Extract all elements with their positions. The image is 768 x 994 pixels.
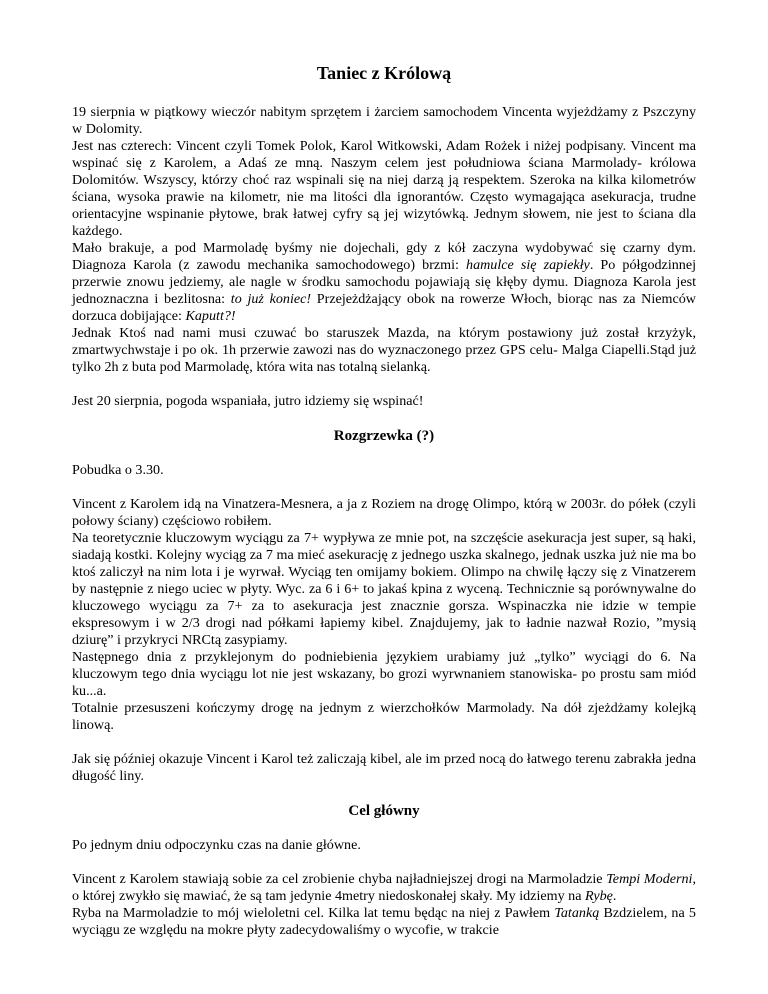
- text-run: Ryba na Marmoladzie to mój wieloletni cel. Kilka lat temu będąc na niej z Pawłem: [72, 905, 555, 921]
- text-run: Mało brakuje, a pod Marmoladę byśmy nie dojechali, gdy z kół zaczyna wydobywać się czarny dym. Diagnoza Karola (z zawodu mechanika samochodowego) brzmi:: [72, 240, 696, 273]
- text-run: Vincent z Karolem stawiają sobie za cel zrobienie chyba najładniejszej drogi na Marmoladzie: [72, 871, 607, 887]
- main-paragraph-3: [72, 905, 696, 939]
- italic-quote: Kaputt?!: [185, 308, 236, 324]
- warmup-paragraph-6: Jak się później okazuje Vincent i Karol też zaliczają kibel, ale im przed nocą do łatwego terenu zabrakła jedna długość liny.: [72, 751, 696, 784]
- main-paragraph-2: [72, 871, 696, 905]
- intro-paragraph-5: Jest 20 sierpnia, pogoda wspaniała, jutro idziemy się wspinać!: [72, 393, 424, 409]
- intro-paragraph-1: 19 sierpnia w piątkowy wieczór nabitym sprzętem i żarciem samochodem Vincenta wyjeżdżamy z Pszczyny w Dolomity.: [72, 104, 696, 137]
- route-name: Tempi Moderni: [606, 871, 693, 887]
- text-run: , o której zwykło się mawiać, że są tam jedynie 4metry niedoskonałej skały. My idziemy na: [72, 871, 696, 904]
- section-heading-main-goal: Cel główny: [348, 803, 420, 819]
- document-title: Taniec z Królową: [316, 63, 452, 83]
- warmup-paragraph-4: Następnego dnia z przyklejonym do podniebienia językiem urabiamy już „tylko” wyciągi do 6. Na kluczowym tego dnia wyciągu lot nie jest wskazany, bo grozi wyrwnaniem stanowiska- po prostu sam miód ku...a.: [72, 649, 696, 699]
- text-run: Bzdzielem, na 5 wyciągu ze względu na mokre płyty zadecydowaliśmy o wycofie, w trakcie: [72, 905, 696, 938]
- route-name: Rybę: [584, 888, 613, 904]
- warmup-paragraph-2: Vincent z Karolem idą na Vinatzera-Mesnera, a ja z Roziem na drogę Olimpo, którą w 2003r. do półek (czyli połowy ściany) częściowo robiłem.: [72, 496, 696, 529]
- intro-paragraph-3: [72, 240, 696, 325]
- warmup-paragraph-1: Pobudka o 3.30.: [72, 462, 164, 478]
- intro-paragraph-2: Jest nas czterech: Vincent czyli Tomek Polok, Karol Witkowski, Adam Rożek i niżej podpisany. Vincent ma wspinać się z Karolem, a Adaś ze mną. Naszym celem jest południowa ściana Marmolady- królowa Dolomitów. Wszyscy, którzy choć raz wspinali się na niej darzą ją respektem. Szeroka na kilka kilometrów ściana, wysoka prawie na kilometr, nie ma litości dla ignorantów. Często wymagająca asekuracja, trudne orientacyjne wspinanie płytowe, brak łatwej cyfry są jej wizytówką. Jednym słowem, nie jest to ściana dla każdego.: [72, 138, 696, 239]
- text-run: . Po półgodzinnej przerwie znowu jedziemy, ale nagle w środku samochodu pojawiają się kłęby dymu. Diagnoza Karola jest jednoznaczna i bezlitosna:: [72, 257, 696, 307]
- text-run: Przejeżdżający obok na rowerze Włoch, biorąc nas za Niemców dorzuca dobijające:: [72, 291, 696, 324]
- intro-paragraph-4: Jednak Ktoś nad nami musi czuwać bo staruszek Mazda, na którym postawiony już został krzyżyk, zmartwychwstaje i po ok. 1h przerwie zawozi nas do wyznaczonego przez GPS celu- Malga Ciapelli.Stąd już tylko 2h z buta pod Marmoladę, która wita nas totalną sielanką.: [72, 325, 696, 375]
- text-run: .: [612, 888, 617, 904]
- nickname: Tatanką: [554, 905, 600, 921]
- italic-quote: hamulce się zapiekły: [466, 257, 590, 273]
- warmup-paragraph-3: Na teoretycznie kluczowym wyciągu za 7+ wypływa ze mnie pot, na szczęście asekuracja jest super, są haki, siadają kostki. Kolejny wyciąg za 7 ma mieć asekurację z jednego uszka skalnego, jednak uszka już nie ma bo ktoś zaliczył na nim lota i je wyrwał. Wyciąg ten omijamy bokiem. Olimpo na chwilę łączy się z Vinatzerem by następnie z niego uciec w płyty. Wyc. za 6 i 6+ to jakaś kpina z wyceną. Technicznie są porównywalne do kluczowego wyciągu za 7+ za to asekuracja jest znacznie gorsza. Wspinaczka nie idzie w tempie ekspresowym i w 2/3 drogi nad półkami łapiemy kibel. Znajdujemy, jak to ładnie nazwał Rozio, ”mysią dziurę” i przykryci NRCtą zasypiamy.: [72, 530, 696, 648]
- italic-quote: to już koniec!: [230, 291, 312, 307]
- main-paragraph-1: Po jednym dniu odpoczynku czas na danie główne.: [72, 837, 361, 853]
- section-heading-warmup: Rozgrzewka (?): [333, 428, 435, 444]
- warmup-paragraph-5: Totalnie przesuszeni kończymy drogę na jednym z wierzchołków Marmolady. Na dół zjeżdżamy kolejką linową.: [72, 700, 696, 733]
